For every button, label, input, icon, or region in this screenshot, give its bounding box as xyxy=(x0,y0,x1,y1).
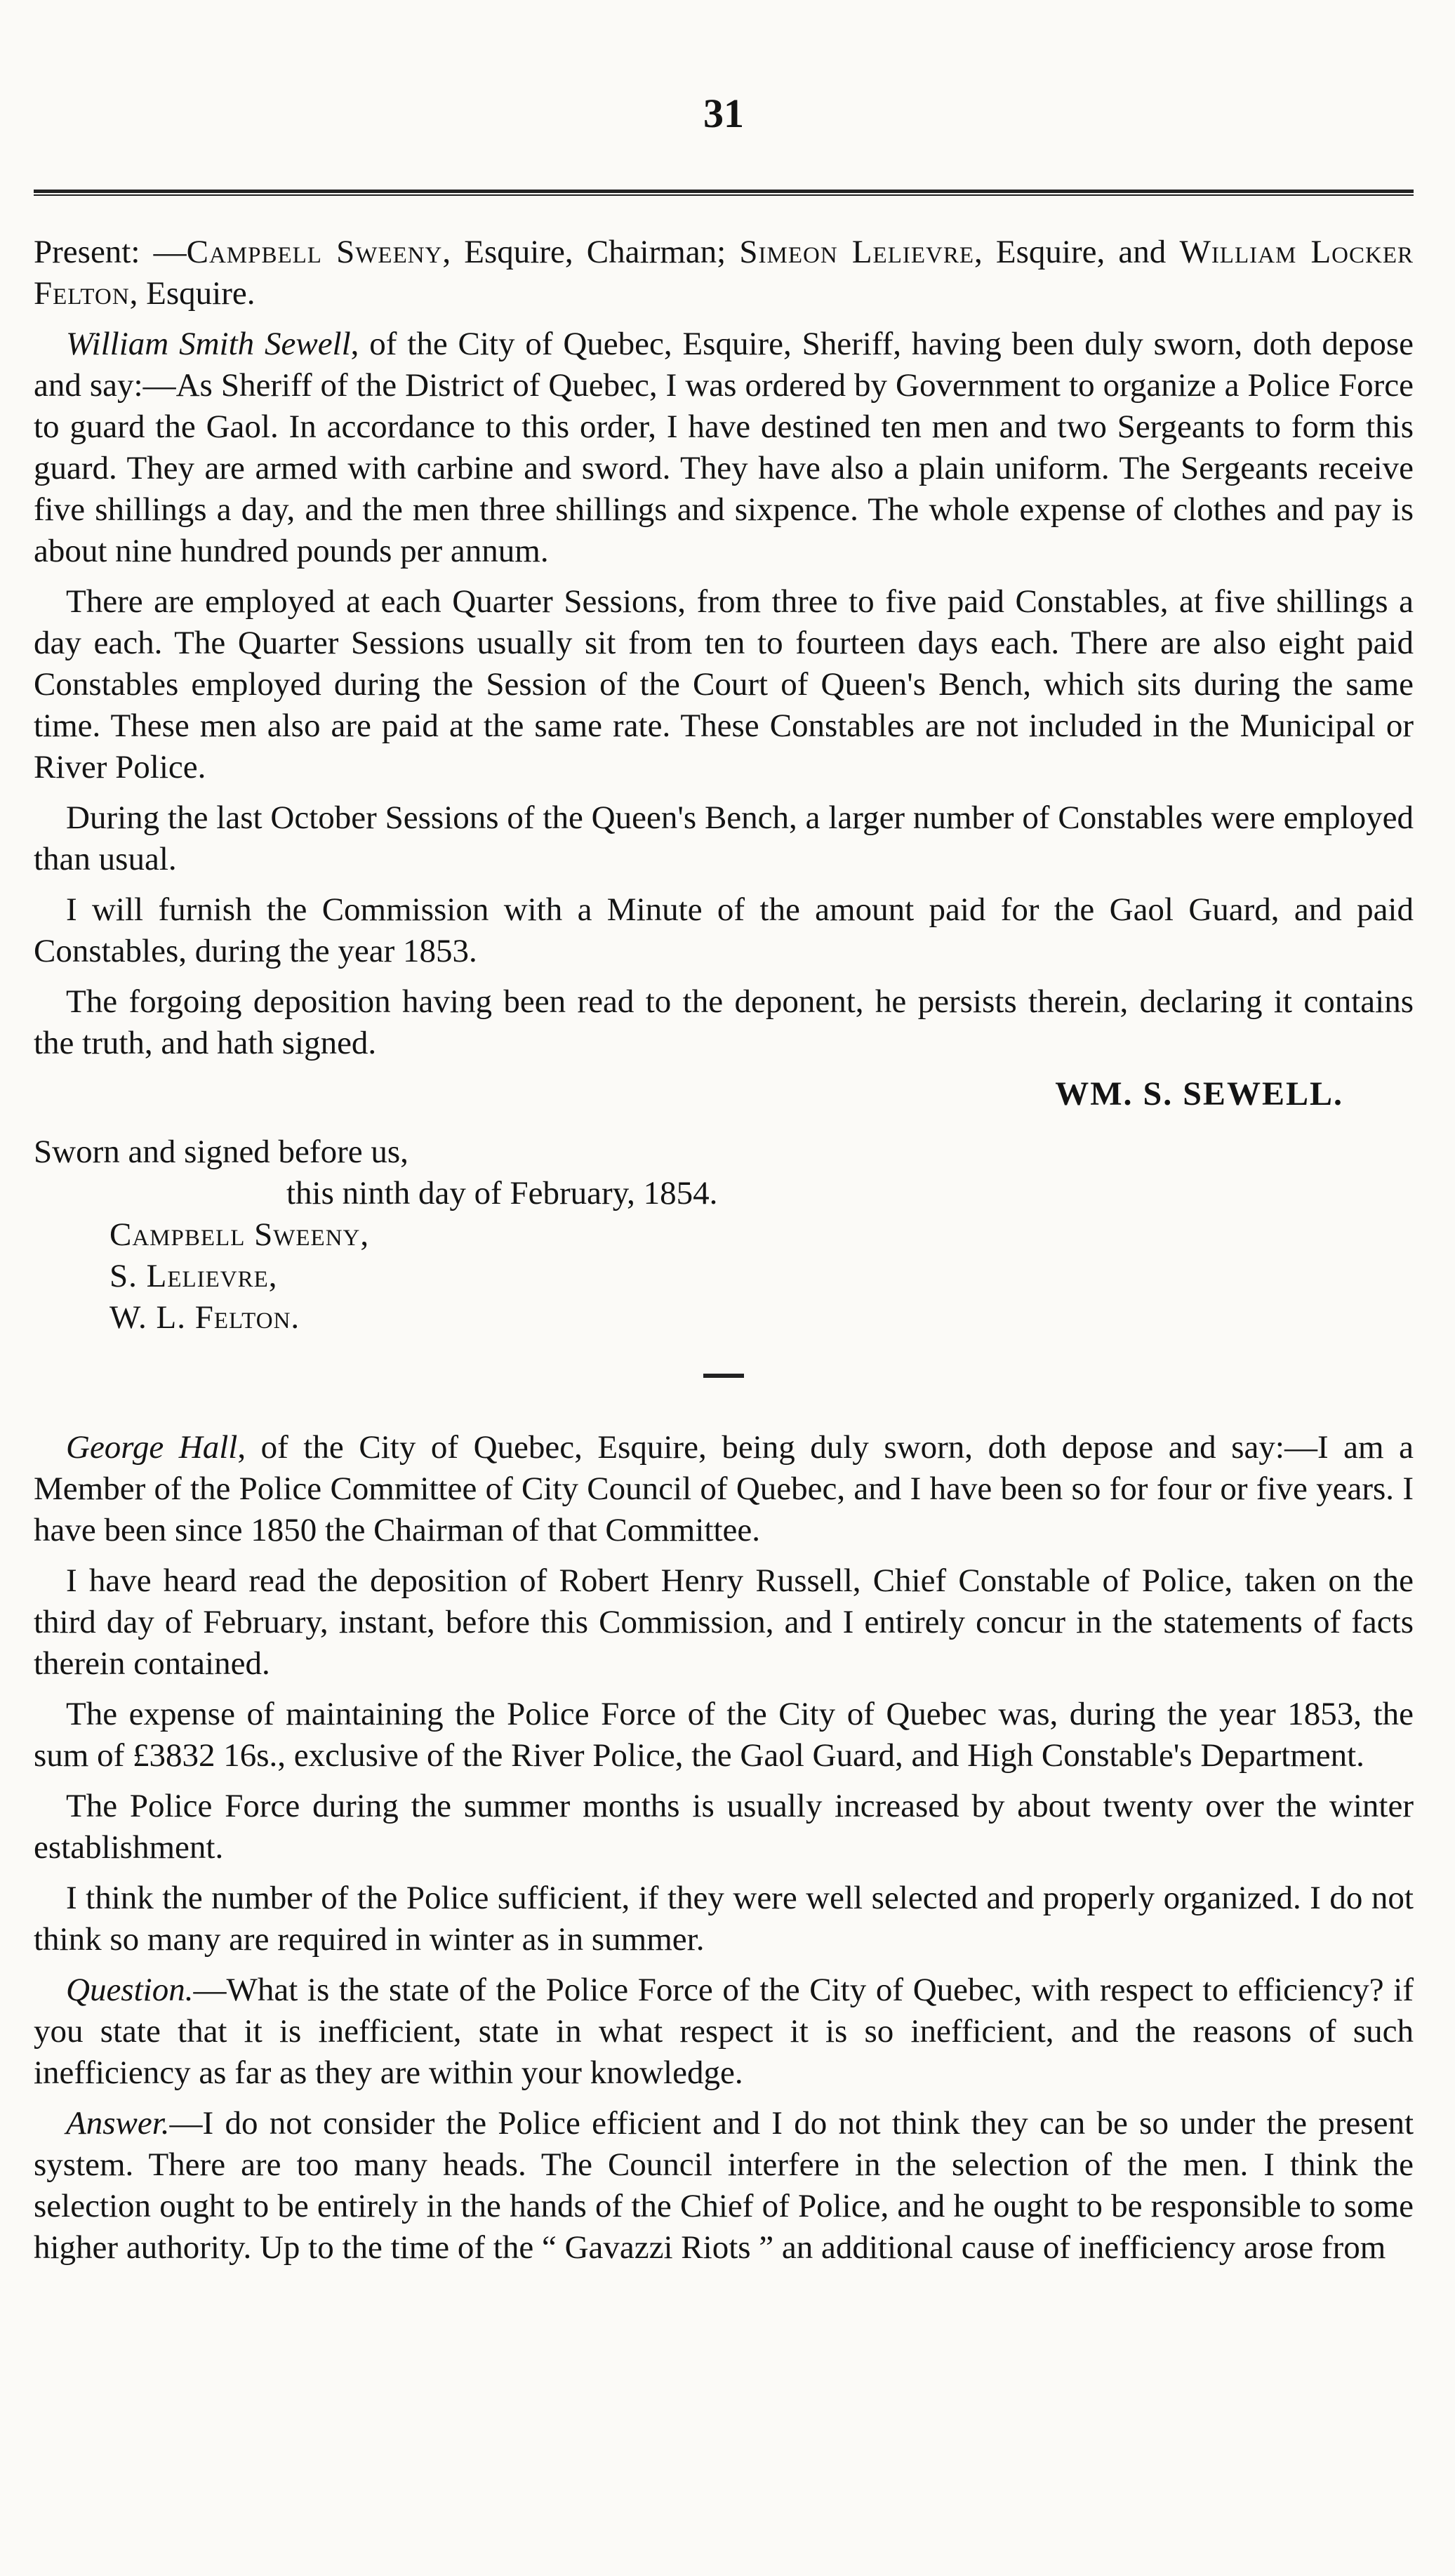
deponent-name-hall: George Hall xyxy=(66,1429,238,1466)
section-divider xyxy=(703,1374,744,1378)
hall-paragraph-4: The Police Force during the summer months is usually increased by about twenty over the winter establishment. xyxy=(34,1788,1414,1866)
member3-name: William Locker Felton xyxy=(34,234,1414,312)
deponent-name-sewell: William Smith Sewell xyxy=(66,326,351,362)
sewell-paragraph-3: During the last October Sessions of the Queen's Bench, a larger number of Constables were employed than usual. xyxy=(34,799,1414,877)
header-rule xyxy=(34,190,1414,196)
sewell-paragraph-2: There are employed at each Quarter Sessions, from three to five paid Constables, at five shillings a day each. The Quarter Sessions usually sit from ten to fourteen days each. There are also eight paid Constables employed during the Session of the Court of Queen's Bench, which sits during the same time. These men also are paid at the same rate. These Constables are not included in the Municipal or River Police. xyxy=(34,583,1414,785)
present-line: Present: —Campbell Sweeny, Esquire, Chairman; Simeon Lelievre, Esquire, and William Locker Felton, Esquire. xyxy=(34,234,1414,312)
chairman-name: Campbell Sweeny xyxy=(186,234,443,270)
witness-2: S. Lelievre, xyxy=(109,1258,278,1294)
hall-paragraph-5: I think the number of the Police sufficient, if they were well selected and properly organized. I do not think so many are required in winter as in summer. xyxy=(34,1880,1414,1958)
question-paragraph: Question.—What is the state of the Police Force of the City of Quebec, with respect to efficiency? if you state that it is inefficient, state in what respect it is so inefficient, and the reasons of such inefficiency as far as they are within your knowledge. xyxy=(34,1972,1414,2091)
question-label: Question. xyxy=(66,1972,194,2008)
sworn-line: Sworn and signed before us, xyxy=(34,1134,408,1170)
answer-paragraph: Answer.—I do not consider the Police efficient and I do not think they can be so under the present system. There are too many heads. The Council interfere in the selection of the men. I think the selection ought to be entirely in the hands of the Chief of Police, and he ought to be responsible to some higher authority. Up to the time of the “ Gavazzi Riots ” an additional cause of inefficiency arose from xyxy=(34,2105,1414,2266)
witness-1: Campbell Sweeny, xyxy=(109,1216,370,1253)
member2-name: Simeon Lelievre xyxy=(739,234,975,270)
witness-3: W. L. Felton. xyxy=(109,1299,300,1336)
hall-paragraph-2: I have heard read the deposition of Robert Henry Russell, Chief Constable of Police, taken on the third day of February, instant, before this Commission, and I entirely concur in the statements of facts therein contained. xyxy=(34,1562,1414,1682)
hall-paragraph-1: George Hall, of the City of Quebec, Esquire, being duly sworn, doth depose and say:—I am a Member of the Police Committee of City Council of Quebec, and I have been so for four or five years. I have been since 1850 the Chairman of that Committee. xyxy=(34,1429,1414,1548)
hall-paragraph-3: The expense of maintaining the Police Force of the City of Quebec was, during the year 1853, the sum of £3832 16s., exclusive of the River Police, the Gaol Guard, and High Constable's Department. xyxy=(34,1696,1414,1774)
page-number: 31 xyxy=(703,91,744,136)
sworn-date: this ninth day of February, 1854. xyxy=(286,1175,718,1211)
sewell-paragraph-1: William Smith Sewell, of the City of Quebec, Esquire, Sheriff, having been duly sworn, doth depose and say:—As Sheriff of the District of Quebec, I was ordered by Government to organize a Police Force to guard the Gaol. In accordance to this order, I have destined ten men and two Sergeants to form this guard. They are armed with carbine and sword. They have also a plain uniform. The Sergeants receive five shillings a day, and the men three shillings and sixpence. The whole expense of clothes and pay is about nine hundred pounds per annum. xyxy=(34,326,1414,569)
answer-label: Answer. xyxy=(66,2105,170,2142)
sewell-paragraph-4: I will furnish the Commission with a Minute of the amount paid for the Gaol Guard, and paid Constables, during the year 1853. xyxy=(34,891,1414,969)
body-text xyxy=(34,232,1414,2278)
sewell-paragraph-5: The forgoing deposition having been read to the deponent, he persists therein, declaring it contains the truth, and hath signed. xyxy=(34,983,1414,1061)
signature-sewell: WM. S. SEWELL. xyxy=(1055,1075,1343,1113)
